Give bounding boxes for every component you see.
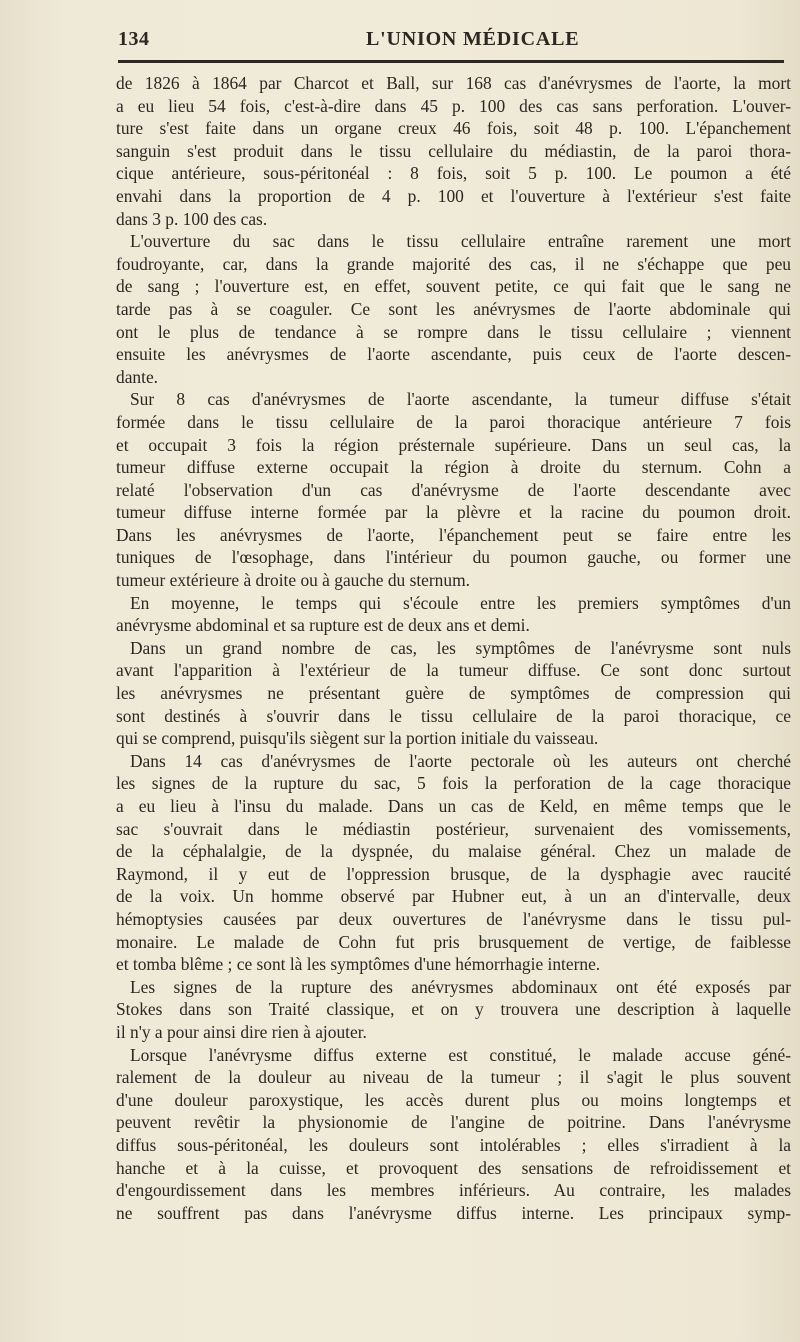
body-text [116,72,791,1224]
text-line: diffus sous-péritonéal, les douleurs sont intolérables ; elles s'irradient à la [116,1134,791,1155]
page-header [118,28,780,58]
text-line: L'ouverture du sac dans le tissu cellulaire entraîne rarement une mort [130,231,791,252]
text-line: et occupait 3 fois la région présternale supérieure. Dans un seul cas, la [116,434,791,455]
text-line: hémoptysies causées par deux ouvertures de l'anévrysme dans le tissu pul- [116,908,791,929]
text-line: ture s'est faite dans un organe creux 46 fois, soit 48 p. 100. L'épanchement [116,118,791,139]
page-number: 134 [118,28,150,50]
text-line: de 1826 à 1864 par Charcot et Ball, sur 168 cas d'anévrysmes de l'aorte, la mort [116,73,791,93]
text-line: ont le plus de tendance à se rompre dans le tissu cellulaire ; viennent [116,321,791,342]
text-line: monaire. Le malade de Cohn fut pris brusquement de vertige, de faiblesse [116,931,791,952]
text-line: de la céphalalgie, de la dyspnée, du malaise général. Chez un malade de [116,841,791,862]
text-line: cique antérieure, sous-péritonéal : 8 fois, soit 5 p. 100. Le poumon a été [116,163,791,184]
text-line: tumeur diffuse externe occupait la région à droite du sternum. Cohn a [116,457,791,478]
text-line: anévrysme abdominal et sa rupture est de deux ans et demi. [116,615,530,636]
text-line: ne souffrent pas dans l'anévrysme diffus interne. Les principaux symp- [116,1202,791,1223]
text-line: Sur 8 cas d'anévrysmes de l'aorte ascendante, la tumeur diffuse s'était [130,389,791,410]
text-line: a eu lieu à l'insu du malade. Dans un cas de Keld, en même temps que le [116,796,791,816]
text-line: d'une douleur paroxystique, les accès durent plus ou moins longtemps et [116,1089,791,1110]
text-line: sac s'ouvrait dans le médiastin postérieur, survenaient des vomissements, [116,818,791,839]
text-line: peuvent revêtir la physionomie de l'angine de poitrine. Dans l'anévrysme [116,1112,791,1133]
text-line: Lorsque l'anévrysme diffus externe est constitué, le malade accuse géné- [130,1044,791,1065]
text-line: sanguin s'est produit dans le tissu cellulaire du médiastin, de la paroi thora- [116,140,791,161]
header-rule [118,60,784,63]
text-line: envahi dans la proportion de 4 p. 100 et l'ouverture à l'extérieur s'est faite [116,185,791,206]
text-line: il n'y a pour ainsi dire rien à ajouter. [116,1021,367,1042]
running-title: L'UNION MÉDICALE [366,28,580,50]
text-line: formée dans le tissu cellulaire de la paroi thoracique antérieure 7 fois [116,411,791,432]
text-line: et tomba blême ; ce sont là les symptômes d'une hémorrhagie interne. [116,954,601,975]
text-line: tumeur extérieure à droite ou à gauche du sternum. [116,570,470,591]
text-line: Stokes dans son Traité classique, et on y trouvera une description à laquelle [116,999,791,1020]
text-line: relaté l'observation d'un cas d'anévrysme de l'aorte descendante avec [116,479,791,500]
text-line: dante. [116,366,159,387]
text-line: Raymond, il y eut de l'oppression brusque, de la dysphagie avec raucité [116,863,791,884]
text-line: sont destinés à s'ouvrir dans le tissu cellulaire de la paroi thoracique, ce [116,705,791,726]
text-line: de sang ; l'ouverture est, en effet, souvent petite, ce qui fait que le sang ne [116,276,791,297]
text-line: qui se comprend, puisqu'ils siègent sur la portion initiale du vaisseau. [116,728,599,749]
text-line: les signes de la rupture du sac, 5 fois la perforation de la cage thoracique [116,773,791,794]
text-line: hanche et à la cuisse, et provoquent des sensations de refroidissement et [116,1157,791,1178]
text-line: ensuite les anévrysmes de l'aorte ascendante, puis ceux de l'aorte descen- [116,344,791,365]
text-line: dans 3 p. 100 des cas. [116,208,268,229]
text-line: tumeur diffuse interne formée par la plèvre et la racine du poumon droit. [116,502,791,523]
text-line: tarde pas à se coaguler. Ce sont les anévrysmes de l'aorte abdominale qui [116,298,791,319]
text-line: ralement de la douleur au niveau de la tumeur ; il s'agit le plus souvent [116,1067,791,1088]
text-line: Dans les anévrysmes de l'aorte, l'épanchement peut se faire entre les [116,524,791,545]
text-line: En moyenne, le temps qui s'écoule entre les premiers symptômes d'un [130,592,791,613]
text-line: de la voix. Un homme observé par Hubner eut, à un an d'intervalle, deux [116,886,791,907]
text-line: Dans un grand nombre de cas, les symptômes de l'anévrysme sont nuls [130,637,791,658]
text-line: d'engourdissement dans les membres inférieurs. Au contraire, les malades [116,1180,791,1201]
text-line: avant l'apparition à l'extérieur de la tumeur diffuse. Ce sont donc surtout [116,660,791,681]
text-line: a eu lieu 54 fois, c'est-à-dire dans 45 p. 100 des cas sans perforation. L'ouver- [116,95,791,116]
text-line: Dans 14 cas d'anévrysmes de l'aorte pectorale où les auteurs ont cherché [130,750,791,771]
text-line: foudroyante, car, dans la grande majorité des cas, il ne s'échappe que peu [116,253,791,274]
text-line: Les signes de la rupture des anévrysmes abdominaux ont été exposés par [130,976,791,997]
text-line: tuniques de l'œsophage, dans l'intérieur du poumon gauche, ou former une [116,547,791,568]
text-line: les anévrysmes ne présentant guère de symptômes de compression qui [116,683,791,704]
